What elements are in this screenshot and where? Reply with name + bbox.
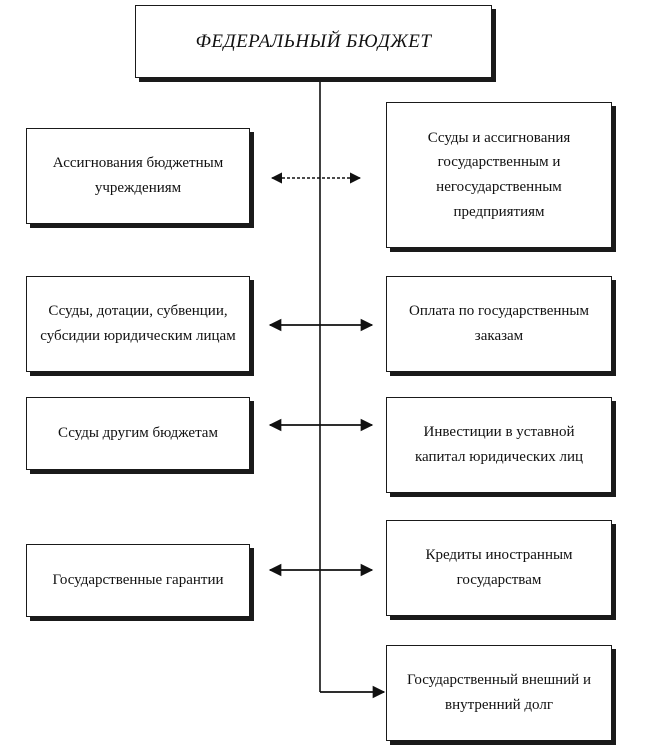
left-box-3-text: Ссуды другим бюджетам — [58, 425, 218, 442]
right-box-1-text: Ссуды и ассигнования государственным и негосударственным предприятиям — [427, 129, 571, 220]
left-box-1 — [26, 128, 250, 224]
left-box-4 — [26, 544, 250, 617]
right-box-3 — [386, 397, 612, 493]
right-box-3-text: Инвестиции в уставной капитал юридических лиц — [414, 424, 584, 465]
title-box — [135, 5, 492, 78]
left-box-1-text: Ассигнования бюджетным учреждениям — [52, 155, 224, 196]
title-text: ФЕДЕРАЛЬНЫЙ БЮДЖЕТ — [195, 30, 432, 52]
right-box-4-text: Кредиты иностранным государствам — [425, 547, 573, 588]
left-box-4-text: Государственные гарантии — [52, 572, 224, 589]
right-box-5 — [386, 645, 612, 741]
right-box-5-text: Государственный внешний и внутренний долг — [407, 672, 591, 713]
right-box-4 — [386, 520, 612, 616]
right-box-2 — [386, 276, 612, 372]
left-box-2-text: Ссуды, дотации, субвенции, субсидии юридическим лицам — [40, 303, 236, 344]
right-box-2-text: Оплата по государственным заказам — [409, 303, 589, 344]
left-box-2 — [26, 276, 250, 372]
left-box-3 — [26, 397, 250, 470]
right-box-1 — [386, 102, 612, 248]
